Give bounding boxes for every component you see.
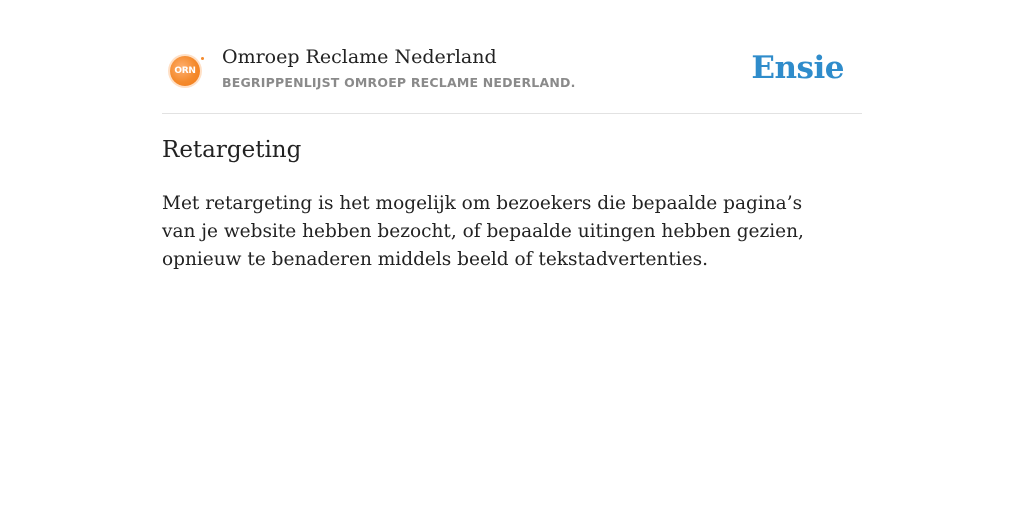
orn-logo-icon[interactable] (168, 54, 204, 86)
term-definition: Met retargeting is het mogelijk om bezoekers die bepaalde pagina’s van je website hebben bezocht, of bepaalde uitingen hebben gezien, opnieuw te benaderen middels beeld of tekstadvertenties. (162, 193, 804, 270)
logo-spark (201, 57, 204, 60)
page-header (162, 40, 862, 114)
ensie-brand-logo[interactable]: Ensie (751, 50, 844, 86)
site-subtitle: BEGRIPPENLIJST OMROEP RECLAME NEDERLAND. (222, 75, 576, 90)
term-title: Retargeting (162, 137, 302, 163)
logo-text: ORN (174, 66, 196, 76)
site-name-link[interactable]: Omroep Reclame Nederland (222, 46, 497, 68)
